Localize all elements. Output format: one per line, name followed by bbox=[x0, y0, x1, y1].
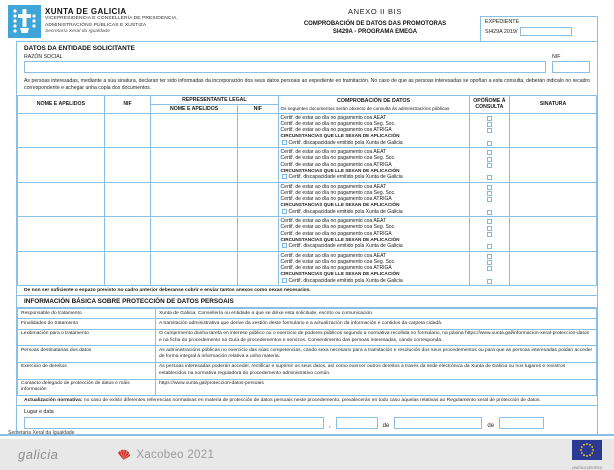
circunstancias-label: CIRCUNSTANCIAS QUE LLE SEXAN DE APLICACIÓN bbox=[280, 167, 400, 173]
col-header-rep-nome: NOME E APELIDOS bbox=[151, 104, 238, 113]
oppose-discapacidade-checkbox[interactable] bbox=[487, 175, 492, 180]
col-header-rep-nif: NIF bbox=[238, 104, 279, 113]
dept-line-2: ADMINISTRACIÓNS PÚBLICAS E XUSTIZA bbox=[45, 22, 147, 28]
col-header-sinatura: SINATURA bbox=[510, 95, 597, 113]
brand-block bbox=[8, 5, 270, 39]
table-row bbox=[18, 113, 597, 147]
galicia-logo: galicia bbox=[18, 447, 59, 463]
sinatura-cell[interactable] bbox=[510, 251, 597, 285]
nome-apelidos-cell[interactable] bbox=[18, 113, 105, 147]
form-body bbox=[16, 41, 598, 434]
form-header bbox=[0, 0, 614, 41]
nome-apelidos-cell[interactable] bbox=[18, 182, 105, 216]
protection-row bbox=[18, 362, 597, 379]
circunstancias-label: CIRCUNSTANCIAS QUE LLE SEXAN DE APLICACIÓN bbox=[280, 236, 400, 242]
doc-discapacidade-label: Certif. discapacidade emitido pola Xunta de Galicia bbox=[288, 243, 403, 250]
doc-aeat-label: Certif. de estar ao día no pagamento coa AEAT bbox=[280, 114, 387, 121]
col-header-representante: REPRESENTANTE LEGAL bbox=[151, 95, 278, 104]
doc-discapacidade-label: Certif. discapacidade emitido pola Xunta de Galicia bbox=[288, 208, 403, 215]
form-title-line1: COMPROBACIÓN DE DATOS DAS PROMOTORAS bbox=[303, 21, 447, 27]
nif-cell[interactable] bbox=[104, 251, 150, 285]
protection-value: A tramitación administrativa que derive da xestión deste formulario e a actualización da información e contidos da carpeta cidadá. bbox=[156, 319, 597, 329]
razon-social-label: RAZÓN SOCIAL bbox=[24, 54, 63, 60]
sinatura-cell[interactable] bbox=[510, 182, 597, 216]
doc-atriga-label: Certif. de estar ao día no pagamento coa ATRIGA bbox=[280, 196, 392, 203]
sinatura-cell[interactable] bbox=[510, 113, 597, 147]
circunstancias-label: CIRCUNSTANCIAS QUE LLE SEXAN DE APLICACIÓN bbox=[280, 133, 400, 139]
discapacidade-apply-checkbox[interactable] bbox=[282, 209, 287, 214]
brand-name: XUNTA DE GALICIA bbox=[45, 7, 127, 16]
doc-segsoc-label: Certif. de estar ao día no pagamento coa Seg. Soc. bbox=[280, 120, 396, 127]
nif-cell[interactable] bbox=[104, 148, 150, 182]
xunta-logo-icon bbox=[8, 5, 41, 38]
xacobeo-shell-icon bbox=[116, 447, 131, 462]
oponome-cell bbox=[469, 182, 510, 216]
oponome-cell bbox=[469, 251, 510, 285]
rep-nome-cell[interactable] bbox=[151, 182, 238, 216]
col-header-comprobacion: COMPROBACIÓN DE DATOS Os seguintes documentos serán obxecto de consulta ás administracións públicas bbox=[278, 95, 469, 113]
xacobeo-logo bbox=[116, 447, 214, 462]
doc-segsoc-label: Certif. de estar ao día no pagamento coa Seg. Soc. bbox=[280, 189, 396, 196]
table-row bbox=[18, 148, 597, 182]
oppose-discapacidade-checkbox[interactable] bbox=[487, 141, 492, 146]
discapacidade-apply-checkbox[interactable] bbox=[282, 243, 287, 248]
doc-segsoc-label: Certif. de estar ao día no pagamento coa Seg. Soc. bbox=[280, 224, 396, 231]
nif-cell[interactable] bbox=[104, 113, 150, 147]
circunstancias-label: CIRCUNSTANCIAS QUE LLE SEXAN DE APLICACIÓN bbox=[280, 202, 400, 208]
protection-value: As persoas interesadas poderán acceder, rectificar e suprimir os seus datos, así como exercer outros dereitos a través da sede electrónica da Xunta de Galicia ou nos lugares e rexistros establecidos na normativa reguladora do procedemento administrativo común. bbox=[156, 362, 597, 379]
protection-label: Responsable do tratamento bbox=[18, 309, 156, 319]
oppose-atriga-checkbox[interactable] bbox=[487, 128, 492, 133]
doc-atriga-label: Certif. de estar ao día no pagamento coa ATRIGA bbox=[280, 161, 392, 168]
nome-apelidos-cell[interactable] bbox=[18, 251, 105, 285]
protection-label: Finalidades do tratamento bbox=[18, 319, 156, 329]
rep-nif-cell[interactable] bbox=[238, 182, 279, 216]
rep-nome-cell[interactable] bbox=[151, 113, 238, 147]
title-block bbox=[270, 5, 480, 39]
protection-section-title: INFORMACIÓN BÁSICA SOBRE PROTECCIÓN DE DATOS PERSOAIS bbox=[17, 296, 597, 308]
doc-segsoc-label: Certif. de estar ao día no pagamento coa Seg. Soc. bbox=[280, 258, 396, 265]
table-row bbox=[18, 251, 597, 285]
rep-nome-cell[interactable] bbox=[151, 148, 238, 182]
protection-update-note: Actualización normativa: no caso de existir diferentes referencias normativas en materia de protección de datos persoais neste procedemento, prevalecerán en todo caso aquelas relativas ao Regulamento xeral de protección de datos. bbox=[17, 396, 597, 406]
oponome-cell bbox=[469, 217, 510, 251]
nif-cell[interactable] bbox=[104, 182, 150, 216]
de-separator-1: de bbox=[382, 423, 390, 430]
protection-label: Contacto delegado de protección de datos e máis información bbox=[18, 379, 156, 396]
oponome-cell bbox=[469, 113, 510, 147]
doc-discapacidade-label: Certif. discapacidade emitido pola Xunta de Galicia bbox=[288, 174, 403, 181]
de-separator-2: de bbox=[487, 423, 495, 430]
section-title-entidade: DATOS DA ENTIDADE SOLICITANTE bbox=[24, 45, 135, 52]
rep-nif-cell[interactable] bbox=[238, 251, 279, 285]
protection-label: Exercicio de dereitos bbox=[18, 362, 156, 379]
comprobacion-cell bbox=[278, 217, 469, 251]
rep-nome-cell[interactable] bbox=[151, 217, 238, 251]
doc-aeat-label: Certif. de estar ao día no pagamento coa AEAT bbox=[280, 218, 387, 225]
dept-line-1: VICEPRESIDENCIA E CONSELLERÍA DE PRESIDENCIA, bbox=[45, 16, 178, 21]
comprobacion-table bbox=[17, 95, 597, 286]
dept-line-3: Secretaría Xeral da Igualdade bbox=[45, 29, 110, 35]
protection-update-note-label: Actualización normativa: bbox=[24, 398, 83, 404]
nif-label: NIF bbox=[552, 54, 561, 60]
expediente-box bbox=[480, 16, 598, 42]
sinatura-cell[interactable] bbox=[510, 148, 597, 182]
expediente-input[interactable] bbox=[520, 27, 572, 36]
eu-label: UNIÓN EUROPEA bbox=[571, 465, 602, 470]
protection-row bbox=[18, 379, 597, 396]
protection-table bbox=[17, 308, 597, 396]
table-row bbox=[18, 217, 597, 251]
nome-apelidos-cell[interactable] bbox=[18, 217, 105, 251]
form-footer bbox=[0, 436, 614, 468]
doc-aeat-label: Certif. de estar ao día no pagamento coa AEAT bbox=[280, 252, 387, 259]
nif-input[interactable] bbox=[552, 61, 590, 73]
discapacidade-apply-checkbox[interactable] bbox=[282, 174, 287, 179]
oppose-segsoc-checkbox[interactable] bbox=[487, 226, 492, 231]
comprobacion-cell bbox=[278, 113, 469, 147]
table-row bbox=[18, 182, 597, 216]
nif-cell[interactable] bbox=[104, 217, 150, 251]
razon-social-input[interactable] bbox=[24, 61, 546, 73]
oppose-aeat-checkbox[interactable] bbox=[487, 219, 492, 224]
expediente-code: SI429A 2019/ bbox=[485, 28, 518, 35]
doc-aeat-label: Certif. de estar ao día no pagamento coa AEAT bbox=[280, 149, 387, 156]
sinatura-cell[interactable] bbox=[510, 217, 597, 251]
rep-nif-cell[interactable] bbox=[238, 148, 279, 182]
xacobeo-label: Xacobeo 2021 bbox=[136, 448, 215, 461]
protection-value: As administracións públicas no exercicio das súas competencias, cando sexa necesario para a tramitación e resolución dos seus procedementos ou para que as persoas interesadas poidan acceder de forma integral á información relativa a unha materia. bbox=[156, 346, 597, 363]
doc-segsoc-label: Certif. de estar ao día no pagamento coa Seg. Soc. bbox=[280, 155, 396, 162]
rep-nif-cell[interactable] bbox=[238, 217, 279, 251]
day-input[interactable] bbox=[336, 417, 378, 429]
eu-flag-icon bbox=[572, 440, 602, 460]
col-header-nif: NIF bbox=[104, 95, 150, 113]
discapacidade-apply-checkbox[interactable] bbox=[282, 140, 287, 145]
nome-apelidos-cell[interactable] bbox=[18, 148, 105, 182]
protection-value: Xunta de Galicia. Consellería ou entidade a que se dirixe esta solicitude, escrito ou comunicación. bbox=[156, 309, 597, 319]
oponome-cell bbox=[469, 148, 510, 182]
protection-row bbox=[18, 309, 597, 319]
doc-discapacidade-label: Certif. discapacidade emitido pola Xunta de Galicia bbox=[288, 139, 403, 146]
doc-atriga-label: Certif. de estar ao día no pagamento coa ATRIGA bbox=[280, 230, 392, 237]
oppose-atriga-checkbox[interactable] bbox=[487, 163, 492, 168]
oppose-segsoc-checkbox[interactable] bbox=[487, 157, 492, 162]
place-date-label: Lugar e data bbox=[24, 409, 54, 416]
protection-label: Persoas destinatarias dos datos bbox=[18, 346, 156, 363]
place-date-section bbox=[17, 406, 597, 434]
oppose-segsoc-checkbox[interactable] bbox=[487, 260, 492, 265]
protection-value: https://www.xunta.gal/proteccion-datos-persoais bbox=[156, 379, 597, 396]
protection-row bbox=[18, 319, 597, 329]
rep-nif-cell[interactable] bbox=[238, 113, 279, 147]
oppose-atriga-checkbox[interactable] bbox=[487, 232, 492, 237]
annex-title: ANEXO II BIS bbox=[348, 7, 402, 16]
comprobacion-cell bbox=[278, 251, 469, 285]
protection-value: O cumprimento dunha tarefa en interese público ou o exercicio de poderes públicos segundo a normativa recollida no formulario, na páxina https://www.xunta.gal/informacion-xeral-proteccion-datos e na ficha do procedemento na Guía de procedementos e servizos. Consentimento das persoas interesadas, cando corresponda. bbox=[156, 329, 597, 346]
doc-aeat-label: Certif. de estar ao día no pagamento coa AEAT bbox=[280, 183, 387, 190]
oppose-aeat-checkbox[interactable] bbox=[487, 185, 492, 190]
oppose-aeat-checkbox[interactable] bbox=[487, 254, 492, 259]
comprobacion-cell bbox=[278, 182, 469, 216]
brand-text bbox=[45, 5, 178, 39]
doc-discapacidade-label: Certif. discapacidade emitido pola Xunta de Galicia bbox=[288, 277, 403, 284]
col-header-oponome: OPÓÑOME Á CONSULTA bbox=[469, 95, 510, 113]
expediente-label: EXPEDIENTE bbox=[485, 19, 520, 25]
protection-row bbox=[18, 329, 597, 346]
eu-flag-block bbox=[572, 440, 602, 470]
form-title-line2: SI429A - PROGRAMA EMEGA bbox=[332, 29, 418, 36]
place-input[interactable] bbox=[24, 417, 324, 429]
month-input[interactable] bbox=[394, 417, 482, 429]
oppose-discapacidade-checkbox[interactable] bbox=[487, 244, 492, 249]
col-header-nome: NOME E APELIDOS bbox=[18, 95, 105, 113]
oppose-atriga-checkbox[interactable] bbox=[487, 197, 492, 202]
doc-atriga-label: Certif. de estar ao día no pagamento coa ATRIGA bbox=[280, 127, 392, 134]
rep-nome-cell[interactable] bbox=[151, 251, 238, 285]
doc-atriga-label: Certif. de estar ao día no pagamento coa ATRIGA bbox=[280, 265, 392, 272]
section-entidade bbox=[17, 42, 597, 76]
oppose-atriga-checkbox[interactable] bbox=[487, 266, 492, 271]
circunstancias-label: CIRCUNSTANCIAS QUE LLE SEXAN DE APLICACIÓN bbox=[280, 271, 400, 277]
comprobacion-cell bbox=[278, 148, 469, 182]
discapacidade-apply-checkbox[interactable] bbox=[282, 278, 287, 283]
secretaria-footer: Secretaría Xeral da Igualdade bbox=[8, 430, 75, 436]
protection-row bbox=[18, 346, 597, 363]
comma-separator: , bbox=[329, 423, 331, 430]
oppose-aeat-checkbox[interactable] bbox=[487, 116, 492, 121]
year-input[interactable] bbox=[499, 417, 544, 429]
consent-paragraph: As persoas interesadas, mediante a súa sinatura, declaran ter sido informadas da incorporación dos seus datos persoais ao expediente en tramitación. No caso de que as persoas interesadas se opoñan a esta consulta, deberán indicalo no recadro correspondente e achegar unha copia dos documentos. bbox=[24, 78, 590, 91]
oppose-segsoc-checkbox[interactable] bbox=[487, 191, 492, 196]
comprobacion-subheader: Os seguintes documentos serán obxecto de consulta ás administracións públicas bbox=[280, 105, 450, 111]
protection-label: Lexitimación para o tratamento bbox=[18, 329, 156, 346]
oppose-segsoc-checkbox[interactable] bbox=[487, 122, 492, 127]
oppose-aeat-checkbox[interactable] bbox=[487, 150, 492, 155]
oppose-discapacidade-checkbox[interactable] bbox=[487, 279, 492, 284]
oppose-discapacidade-checkbox[interactable] bbox=[487, 210, 492, 215]
table-note: De non ser suficiente o espazo previsto no cadro anterior deberanse cubrir e enviar tantos anexos como sexan necesarios. bbox=[17, 286, 597, 296]
